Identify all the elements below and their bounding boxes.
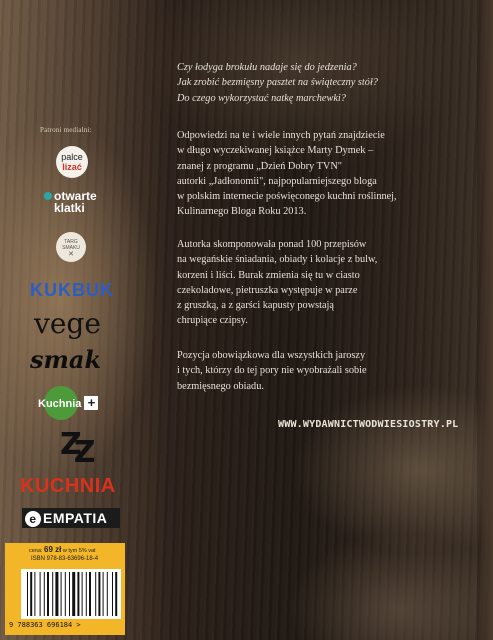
smak-logo: smak bbox=[30, 345, 102, 374]
barcode-bar bbox=[98, 572, 100, 616]
text-line: w polskim internecie poświęconego kuchni roślinnej, bbox=[177, 191, 397, 203]
cover-edge bbox=[477, 0, 493, 640]
barcode-bar bbox=[44, 572, 45, 616]
text-line: Pozycja obowiązkowa dla wszystkich jaroszy bbox=[177, 350, 366, 361]
text-line: w długo wyczekiwanej książce Marty Dymek – bbox=[177, 145, 374, 157]
barcode-bars bbox=[21, 569, 121, 619]
kuchnia-logo: KUCHNIA bbox=[20, 475, 116, 497]
text-line: bezmięsnego obiadu. bbox=[177, 380, 264, 392]
publisher-url: WWW.WYDAWNICTWODWIESIOSTRY.PL bbox=[278, 419, 459, 430]
text-line: z gruszką, a z garści kapusty powstają bbox=[177, 300, 334, 312]
barcode bbox=[21, 569, 121, 619]
barcode-bar bbox=[72, 572, 75, 616]
barcode-bar bbox=[40, 572, 41, 616]
targ-smaku-logo: TARG SMAKU ✕ bbox=[56, 232, 86, 262]
zz-logo: ZZ bbox=[60, 427, 96, 470]
palce-lizac-logo: palce lizać bbox=[56, 146, 88, 178]
vege-logo: vege bbox=[34, 307, 101, 340]
price-sticker bbox=[5, 543, 125, 635]
price-value: 69 zł bbox=[44, 545, 62, 554]
barcode-number: 9 788363 696184 > bbox=[9, 621, 81, 629]
barcode-bar bbox=[69, 572, 70, 616]
text-line: na wegańskie śniadania, obiady i kolacje z bulw, bbox=[177, 254, 378, 266]
kuchnia-plus-logo: Kuchnia + bbox=[38, 392, 104, 416]
barcode-bar bbox=[107, 572, 108, 616]
text-line: chrupiące czipsy. bbox=[177, 315, 248, 327]
text-line: korzeni i liści. Burak zmienia się tu w ciasto bbox=[177, 269, 360, 281]
barcode-bar bbox=[27, 572, 28, 616]
price-line: cena: 69 zł w tym 5% vat bbox=[29, 545, 96, 554]
barcode-bar bbox=[86, 572, 87, 616]
barcode-bar bbox=[65, 572, 66, 616]
blurb-paragraph-3 bbox=[177, 348, 477, 394]
barcode-bar bbox=[89, 572, 91, 616]
barcode-bar bbox=[52, 572, 53, 616]
text-line: Kulinarnego Bloga Roku 2013. bbox=[177, 206, 307, 218]
empatia-e-icon: e bbox=[25, 511, 41, 527]
barcode-bar bbox=[61, 572, 62, 616]
blurb-paragraph-1 bbox=[177, 128, 477, 220]
barcode-bar bbox=[55, 572, 58, 616]
question-line: Do czego wykorzystać natkę marchewki? bbox=[177, 92, 346, 104]
text-line: znanej z programu „Dzień Dobry TVN" bbox=[177, 160, 342, 172]
empatia-logo: e EMPATIA bbox=[22, 508, 120, 528]
barcode-bar bbox=[47, 572, 49, 616]
question-line: Czy łodyga brokułu nadaje się do jedzenia? bbox=[177, 62, 357, 73]
barcode-bar bbox=[34, 572, 35, 616]
text-line: i tych, którzy do tej pory nie wyobrażali sobie bbox=[177, 365, 367, 377]
barcode-bar bbox=[103, 572, 104, 616]
cutlery-icon: ✕ bbox=[68, 251, 74, 258]
text-line: Autorka skomponowała ponad 100 przepisów bbox=[177, 239, 367, 250]
barcode-bar bbox=[115, 572, 117, 616]
barcode-bar bbox=[95, 572, 96, 616]
barcode-bar bbox=[112, 572, 113, 616]
otwarte-klatki-logo: otwarte klatki bbox=[44, 190, 104, 214]
media-patrons-label: Patroni medialni: bbox=[40, 126, 92, 134]
text-line: czekoladowe, pietruszka występuje w parze bbox=[177, 284, 358, 296]
text-line: Odpowiedzi na te i wiele innych pytań znajdziecie bbox=[177, 130, 385, 141]
blurb-questions bbox=[177, 60, 477, 106]
otwarte-dot-icon bbox=[44, 192, 52, 200]
isbn-text: ISBN 978-83-63696-18-4 bbox=[31, 556, 99, 562]
blurb-paragraph-2 bbox=[177, 237, 477, 329]
question-line: Jak zrobić bezmięsny pasztet na świąteczny stół? bbox=[177, 77, 378, 89]
text-line: autorki „Jadłonomii", najpopularniejszego bloga bbox=[177, 175, 377, 187]
barcode-bar bbox=[30, 572, 32, 616]
kukbuk-logo: KUKBUK bbox=[30, 280, 114, 300]
barcode-bar bbox=[77, 572, 79, 616]
barcode-bar bbox=[82, 572, 83, 616]
